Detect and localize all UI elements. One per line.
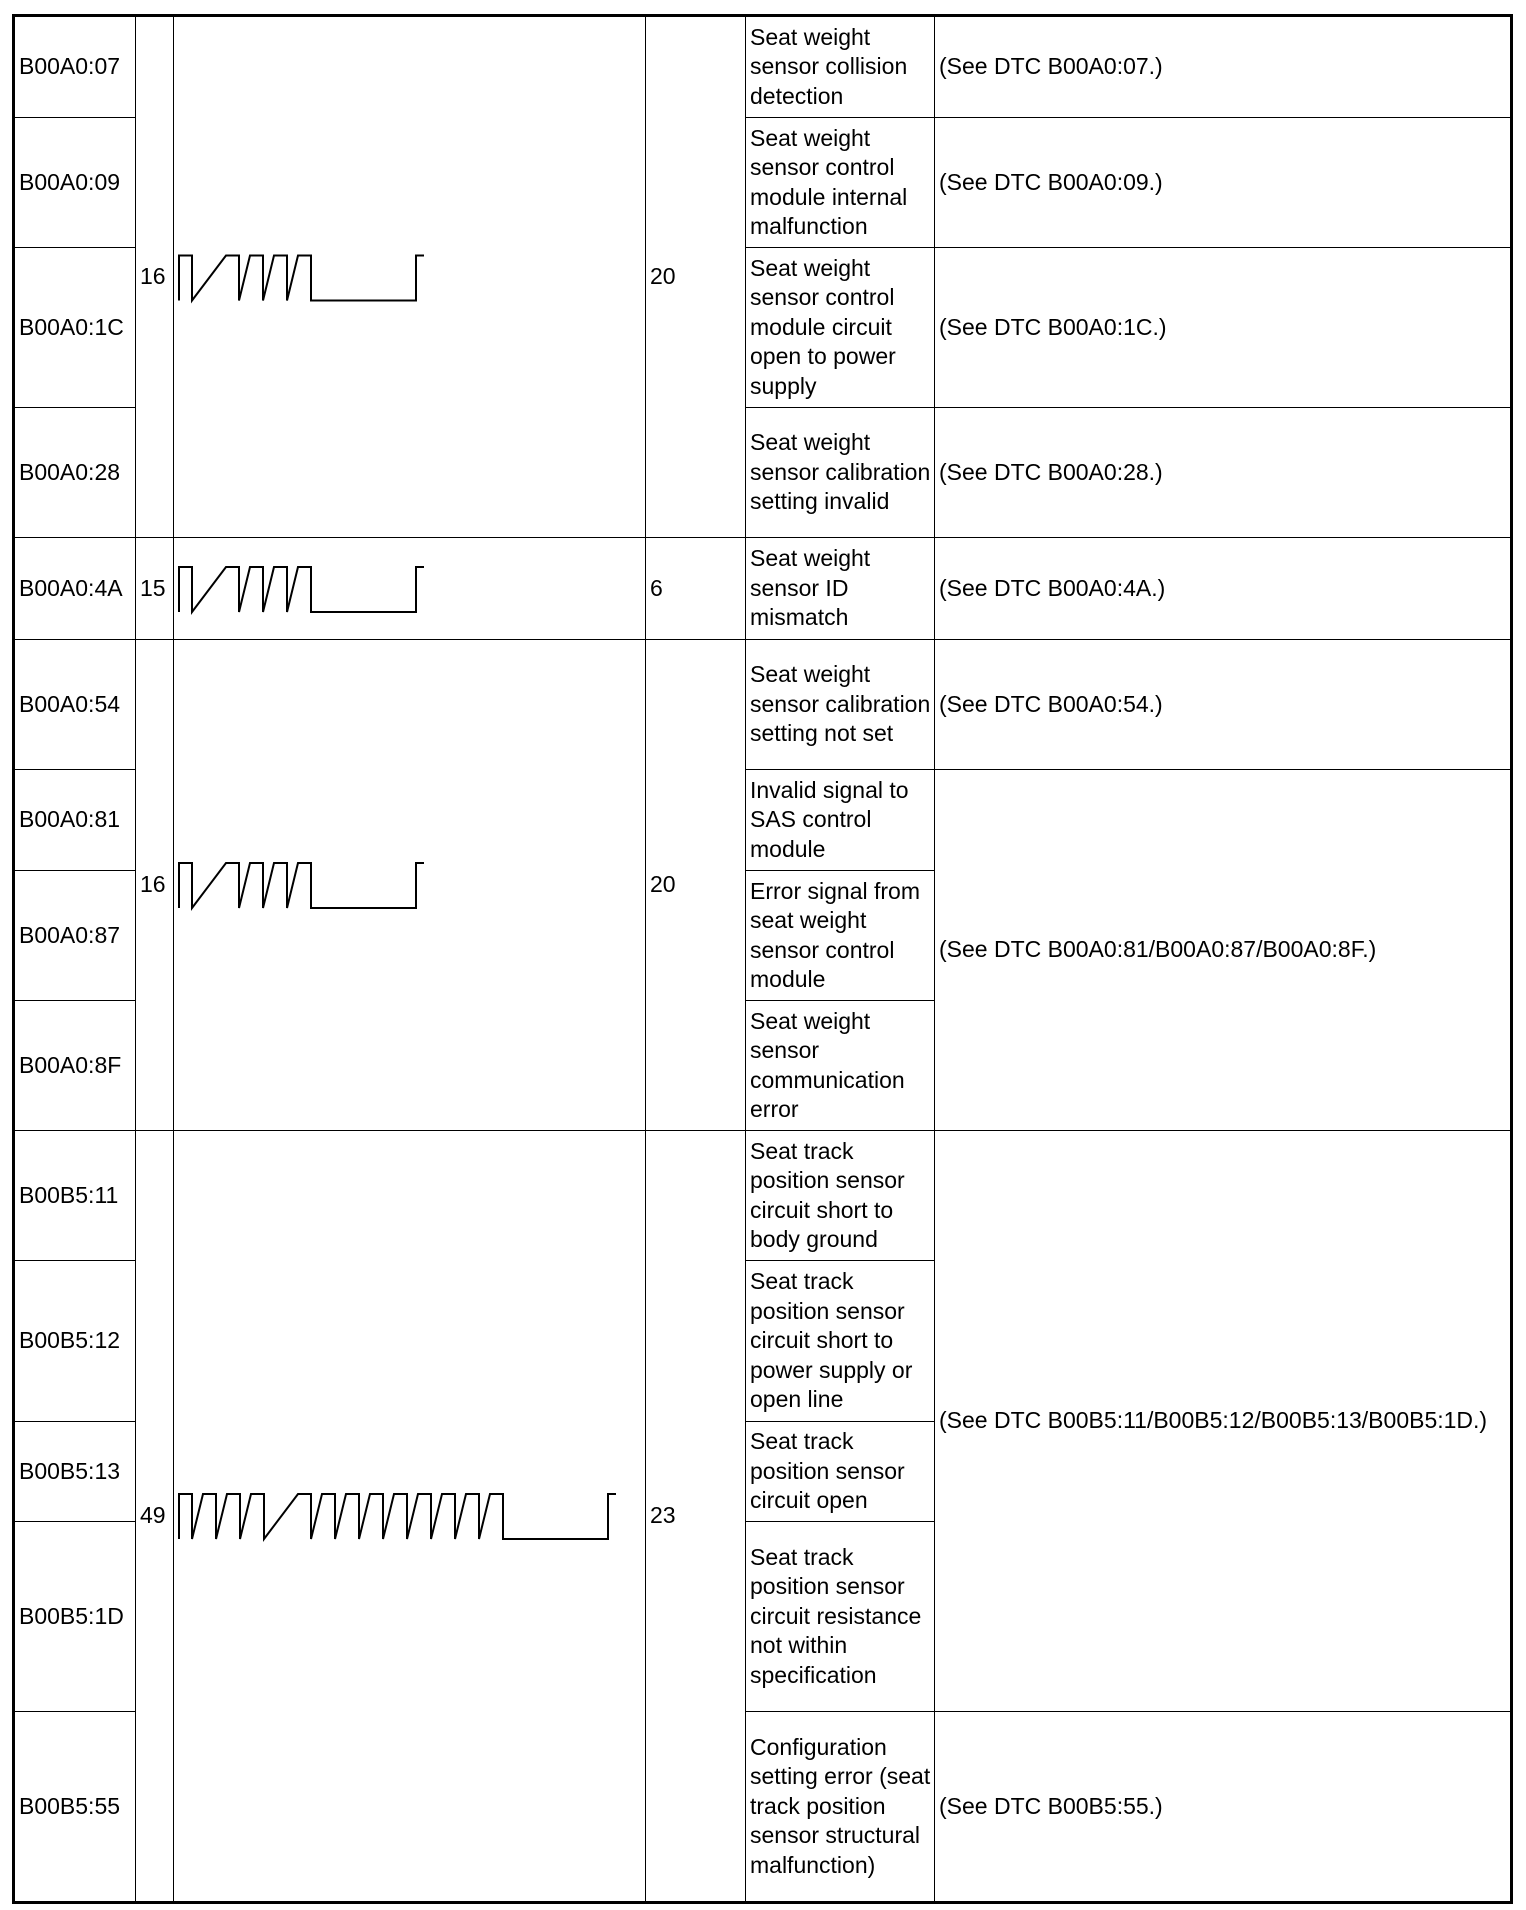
signal-count: 16 [136, 640, 174, 1131]
dtc-table-wrapper [12, 14, 1513, 1904]
dtc-reference: (See DTC B00A0:1C.) [935, 248, 1512, 408]
dtc-code: B00B5:1D [14, 1521, 136, 1711]
dtc-description: Seat weight sensor calibration setting not set [746, 640, 935, 770]
flash-count: 6 [646, 538, 746, 640]
dtc-description: Seat track position sensor circuit short to body ground [746, 1131, 935, 1261]
dtc-reference: (See DTC B00A0:28.) [935, 408, 1512, 538]
dtc-description: Seat weight sensor ID mismatch [746, 538, 935, 640]
flash-count: 20 [646, 16, 746, 538]
waveform-svg [174, 1131, 645, 1901]
dtc-code: B00A0:1C [14, 248, 136, 408]
signal-count: 16 [136, 16, 174, 538]
dtc-description: Seat weight sensor communication error [746, 1001, 935, 1131]
flash-count: 23 [646, 1131, 746, 1903]
dtc-code: B00A0:4A [14, 538, 136, 640]
table-row [14, 1131, 1512, 1261]
waveform-svg [174, 640, 645, 1130]
dtc-code: B00A0:8F [14, 1001, 136, 1131]
waveform-svg [174, 20, 645, 535]
flash-count: 20 [646, 640, 746, 1131]
dtc-description: Configuration setting error (seat track position sensor structural malfunction) [746, 1712, 935, 1903]
dtc-description: Seat track position sensor circuit short to power supply or open line [746, 1261, 935, 1421]
dtc-reference: (See DTC B00A0:09.) [935, 118, 1512, 248]
dtc-code: B00A0:87 [14, 871, 136, 1001]
dtc-code: B00A0:07 [14, 16, 136, 118]
waveform-path [179, 1494, 616, 1539]
dtc-table [12, 14, 1513, 1904]
dtc-code: B00B5:55 [14, 1712, 136, 1903]
dtc-code: B00B5:12 [14, 1261, 136, 1421]
dtc-reference: (See DTC B00B5:55.) [935, 1712, 1512, 1903]
dtc-code: B00B5:11 [14, 1131, 136, 1261]
dtc-code: B00A0:54 [14, 640, 136, 770]
dtc-reference: (See DTC B00A0:81/B00A0:87/B00A0:8F.) [935, 770, 1512, 1131]
signal-count: 49 [136, 1131, 174, 1903]
dtc-description: Error signal from seat weight sensor control module [746, 871, 935, 1001]
dtc-reference: (See DTC B00B5:11/B00B5:12/B00B5:13/B00B5:1D.) [935, 1131, 1512, 1712]
dtc-description: Seat weight sensor calibration setting invalid [746, 408, 935, 538]
dtc-description: Seat track position sensor circuit open [746, 1421, 935, 1521]
signal-waveform [174, 538, 646, 640]
dtc-code: B00A0:28 [14, 408, 136, 538]
dtc-code: B00A0:09 [14, 118, 136, 248]
dtc-description: Seat weight sensor collision detection [746, 16, 935, 118]
dtc-reference: (See DTC B00A0:07.) [935, 16, 1512, 118]
dtc-description: Invalid signal to SAS control module [746, 770, 935, 871]
table-row [14, 16, 1512, 118]
signal-waveform [174, 1131, 646, 1903]
dtc-reference: (See DTC B00A0:54.) [935, 640, 1512, 770]
waveform-path [179, 255, 424, 300]
waveform-path [179, 863, 424, 908]
dtc-description: Seat track position sensor circuit resistance not within specification [746, 1521, 935, 1711]
signal-waveform [174, 16, 646, 538]
table-row [14, 538, 1512, 640]
table-row [14, 640, 1512, 770]
dtc-code: B00A0:81 [14, 770, 136, 871]
signal-waveform [174, 640, 646, 1131]
waveform-path [179, 567, 424, 612]
dtc-reference: (See DTC B00A0:4A.) [935, 538, 1512, 640]
dtc-description: Seat weight sensor control module circuit open to power supply [746, 248, 935, 408]
waveform-svg [174, 539, 645, 639]
signal-count: 15 [136, 538, 174, 640]
dtc-code: B00B5:13 [14, 1421, 136, 1521]
dtc-description: Seat weight sensor control module internal malfunction [746, 118, 935, 248]
